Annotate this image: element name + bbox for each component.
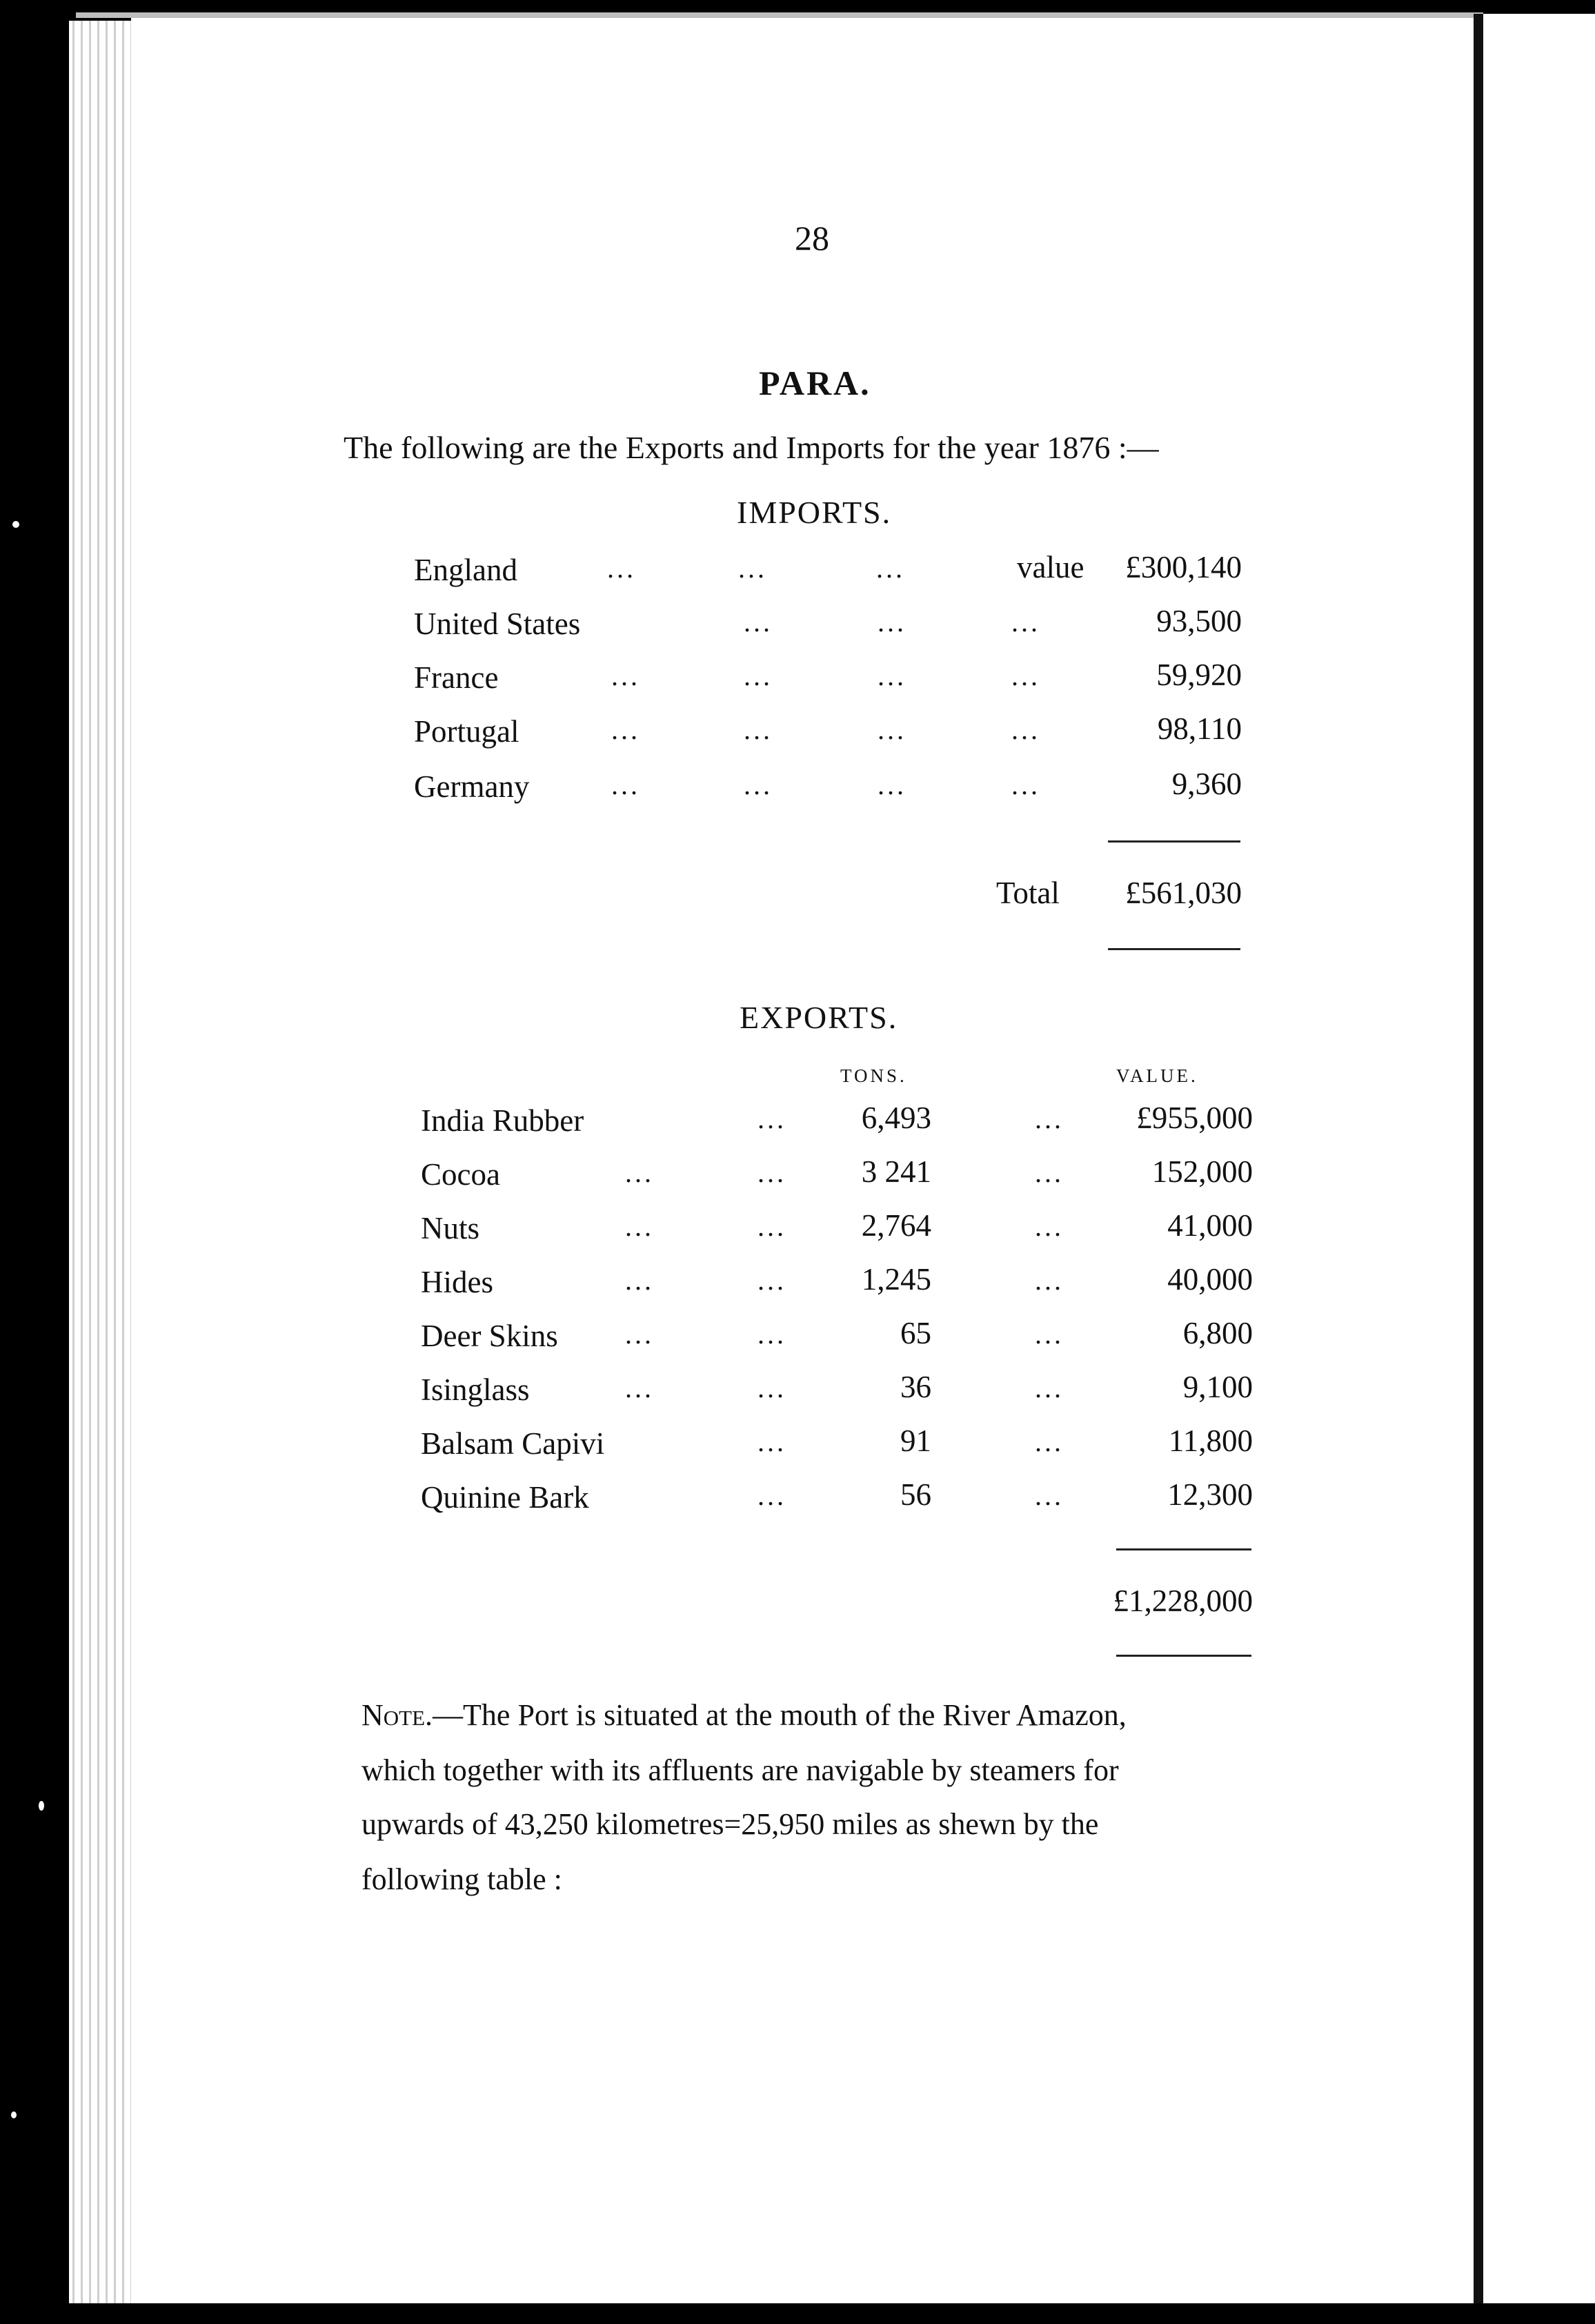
scan-speck [12,521,19,528]
total-rule [1116,1548,1251,1550]
total-rule [1108,948,1240,950]
export-total: £1,228,000 [1113,1584,1253,1618]
export-tons: 3 241 [861,1154,931,1189]
note-line: upwards of 43,250 kilometres=25,950 miles as shewn by the [361,1807,1099,1841]
total-rule [1108,840,1240,843]
leader-dots: ... [1011,769,1040,800]
leader-dots: ... [1035,1265,1064,1296]
export-value: 6,800 [1182,1316,1253,1350]
imports-title: IMPORTS. [737,495,892,530]
export-item: Cocoa [421,1157,500,1192]
note-line: following table : [361,1862,562,1896]
scan-speck [11,2111,17,2118]
import-country: England [414,553,517,587]
import-value: 59,920 [1156,658,1242,692]
facing-page [1483,14,1595,2305]
page-number: 28 [795,219,829,257]
export-value: 41,000 [1167,1208,1253,1243]
export-tons: 65 [900,1316,931,1350]
leader-dots: ... [1011,660,1040,691]
export-item: Balsam Capivi [421,1426,605,1461]
import-country: France [414,660,499,695]
import-country: United States [414,607,581,641]
import-value: 93,500 [1156,604,1242,638]
note-label: Note. [361,1698,433,1732]
leader-dots: ... [878,714,907,745]
export-value: £955,000 [1136,1101,1253,1135]
leader-dots: ... [757,1372,786,1404]
leader-dots: ... [757,1426,786,1457]
leader-dots: ... [625,1265,654,1296]
leader-dots: ... [625,1319,654,1350]
top-edge [76,12,1483,18]
export-item: Nuts [421,1211,480,1245]
leader-dots: ... [878,660,907,691]
export-item: Quinine Bark [421,1480,589,1515]
export-item: Hides [421,1265,493,1299]
leader-dots: ... [1035,1426,1064,1457]
leader-dots: ... [1035,1211,1064,1242]
export-tons: 1,245 [861,1262,931,1297]
import-value: 9,360 [1171,767,1242,801]
leader-dots: ... [744,660,773,691]
value-header: VALUE. [1116,1065,1198,1086]
leader-dots: ... [611,714,640,745]
export-tons: 56 [900,1477,931,1512]
export-value: 11,800 [1168,1424,1253,1458]
export-tons: 6,493 [861,1101,931,1135]
leader-dots: ... [1035,1157,1064,1188]
total-label: Total [996,876,1060,910]
leader-dots: ... [738,553,767,584]
export-value: 152,000 [1151,1154,1253,1189]
export-tons: 36 [900,1370,931,1404]
export-value: 12,300 [1167,1477,1253,1512]
leader-dots: ... [607,553,636,584]
leader-dots: ... [1035,1480,1064,1511]
leader-dots: ... [757,1103,786,1134]
leader-dots: ... [744,769,773,800]
leader-dots: ... [744,607,773,638]
export-item: Isinglass [421,1372,530,1407]
export-item: Deer Skins [421,1319,558,1353]
leader-dots: ... [625,1372,654,1404]
leader-dots: ... [757,1265,786,1296]
exports-title: EXPORTS. [740,1000,898,1035]
section-heading: PARA. [759,364,871,402]
leader-dots: ... [1011,714,1040,745]
import-value: 98,110 [1157,711,1242,746]
leader-dots: ... [611,769,640,800]
leader-dots: ... [878,769,907,800]
leader-dots: ... [611,660,640,691]
leader-dots: ... [757,1157,786,1188]
gutter-shadow [1474,14,1483,2305]
leader-dots: ... [625,1157,654,1188]
value-label: value [1017,550,1084,584]
import-value: £300,140 [1125,550,1242,584]
scan-speck [39,1801,44,1811]
tons-header: TONS. [840,1065,907,1086]
import-country: Germany [414,769,530,804]
intro-text: The following are the Exports and Imports for the year 1876 :— [344,430,1159,465]
note-line: which together with its affluents are navigable by steamers for [361,1753,1119,1787]
leader-dots: ... [757,1480,786,1511]
leader-dots: ... [1035,1319,1064,1350]
export-item: India Rubber [421,1103,584,1138]
leader-dots: ... [876,553,905,584]
leader-dots: ... [757,1211,786,1242]
leader-dots: ... [744,714,773,745]
leader-dots: ... [878,607,907,638]
leader-dots: ... [1035,1103,1064,1134]
export-tons: 2,764 [861,1208,931,1243]
export-value: 40,000 [1167,1262,1253,1297]
leader-dots: ... [1011,607,1040,638]
leader-dots: ... [625,1211,654,1242]
leader-dots: ... [1035,1372,1064,1404]
leader-dots: ... [757,1319,786,1350]
bottom-shadow [69,2303,1595,2324]
import-total: £561,030 [1125,876,1242,910]
export-tons: 91 [900,1424,931,1458]
total-rule [1116,1655,1251,1657]
import-country: Portugal [414,714,519,749]
export-value: 9,100 [1182,1370,1253,1404]
note-line: Note.—The Port is situated at the mouth of the River Amazon, [361,1698,1127,1732]
